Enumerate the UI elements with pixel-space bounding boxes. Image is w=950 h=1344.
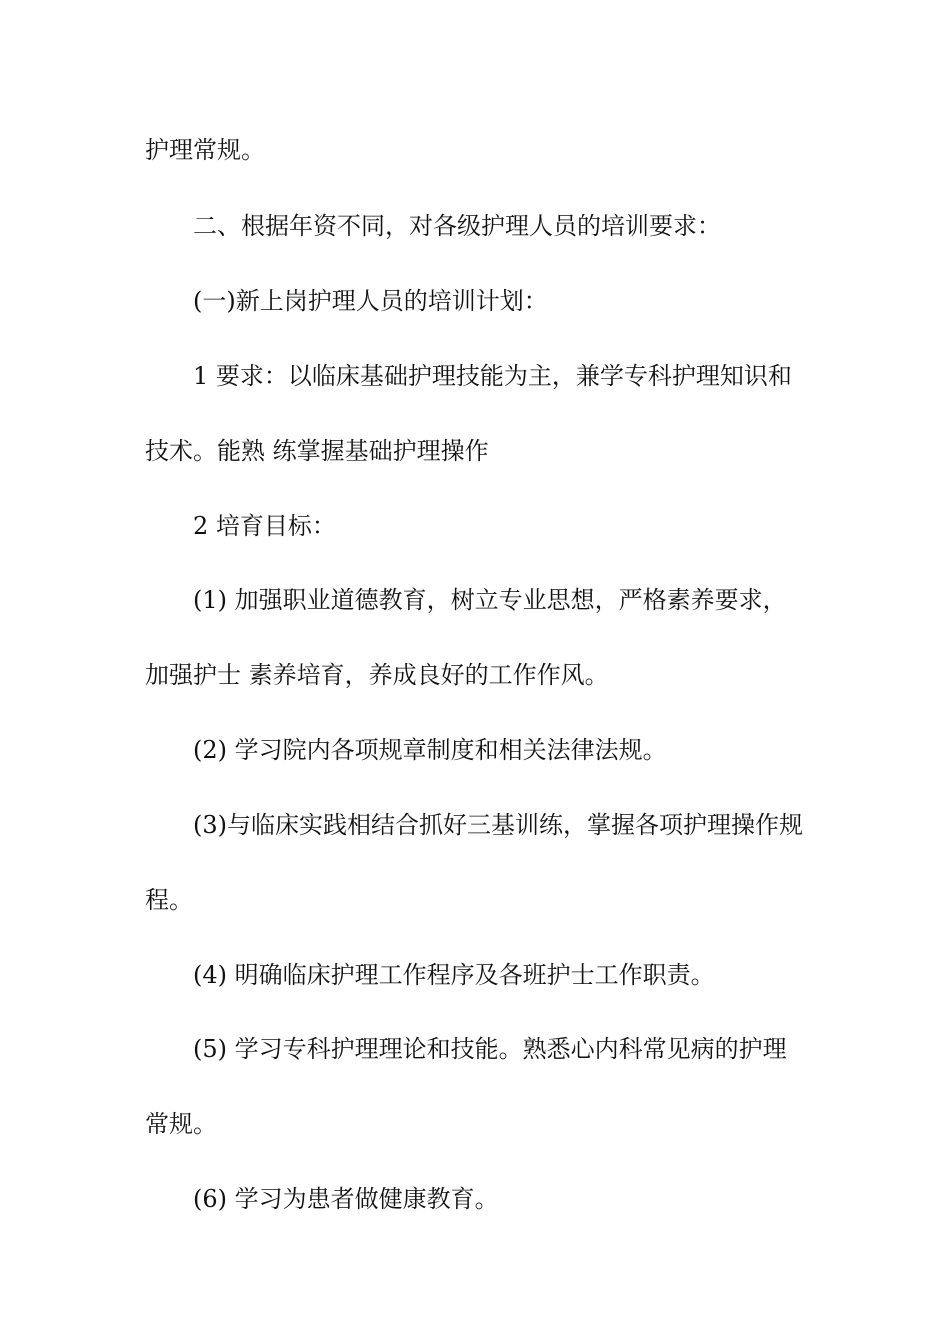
list-item-3-continued: 程。 (145, 886, 193, 914)
list-item-5: (5) 学习专科护理理论和技能。熟悉心内科常见病的护理 (193, 1035, 787, 1063)
list-item-2: (2) 学习院内各项规章制度和相关法律法规。 (193, 736, 667, 764)
requirement-line-continued: 技术。能熟 练掌握基础护理操作 (145, 437, 489, 465)
subsection-heading: (一)新上岗护理人员的培训计划： (193, 287, 548, 315)
list-item-3: (3)与临床实践相结合抓好三基训练，掌握各项护理操作规 (193, 811, 803, 839)
list-item-6: (6) 学习为患者做健康教育。 (193, 1185, 499, 1213)
text-line: 护理常规。 (145, 136, 265, 164)
list-item-5-continued: 常规。 (145, 1110, 217, 1138)
requirement-line: 1 要求：以临床基础护理技能为主，兼学专科护理知识和 (193, 362, 792, 390)
list-item-1-continued: 加强护士 素养培育，养成良好的工作作风。 (145, 661, 609, 689)
goal-heading: 2 培育目标： (193, 512, 336, 540)
section-heading: 二、根据年资不同，对各级护理人员的培训要求： (193, 212, 721, 240)
list-item-1: (1) 加强职业道德教育，树立专业思想，严格素养要求， (193, 586, 787, 614)
list-item-4: (4) 明确临床护理工作程序及各班护士工作职责。 (193, 961, 715, 989)
